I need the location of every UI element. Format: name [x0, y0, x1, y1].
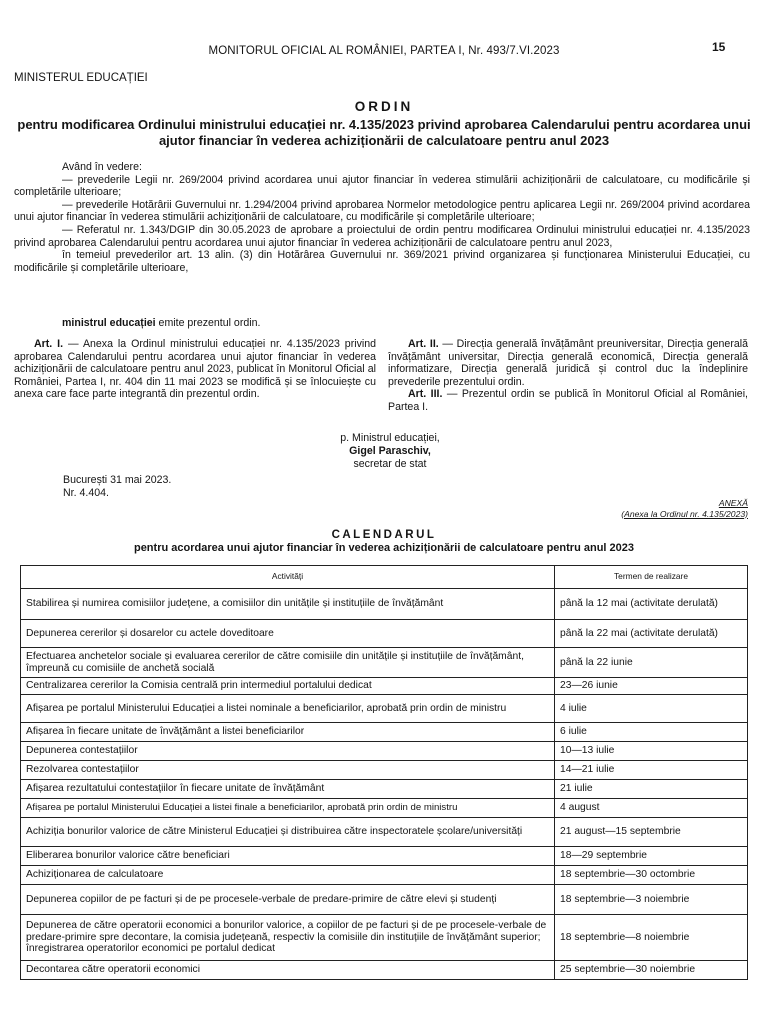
signature-block [290, 432, 490, 470]
activity-cell: Depunerea cererilor și dosarelor cu actele doveditoare [21, 620, 555, 648]
activity-cell: Achiziționarea de calculatoare [21, 866, 555, 885]
deadline-cell: 18 septembrie—8 noiembrie [555, 915, 748, 961]
deadline-cell: 14—21 iulie [555, 761, 748, 780]
activity-cell: Afișarea rezultatului contestațiilor în fiecare unitate de învățământ [21, 780, 555, 799]
deadline-cell: 21 iulie [555, 780, 748, 799]
table-row [21, 847, 748, 866]
table-row [21, 695, 748, 723]
art2-label: Art. II. [408, 338, 439, 350]
column-header-deadline: Termen de realizare [555, 566, 748, 589]
order-number: Nr. 4.404. [63, 486, 109, 499]
table-row [21, 915, 748, 961]
table-row [21, 723, 748, 742]
art1-label: Art. I. [34, 338, 64, 350]
table-row [21, 589, 748, 620]
table-row [21, 742, 748, 761]
art3-label: Art. III. [408, 388, 443, 401]
annex-reference: (Anexa la Ordinul nr. 4.135/2023) [621, 508, 748, 519]
art1-text: — Anexa la Ordinul ministrului educației nr. 4.135/2023 privind aprobarea Calendarului pentru acordarea unui ajutor financiar în vederea achiziționării de calculatoare pentru anul 2023, publicat în Monitorul Oficial al României, Partea I, nr. 404 din 11 mai 2023 se modifică și se înlocuiește cu anexa care face parte integrantă din prezentul ordin. [14, 338, 377, 401]
place-date: București 31 mai 2023. [63, 474, 172, 486]
deadline-cell: până la 22 iunie [555, 648, 748, 678]
activity-cell: Achiziția bonurilor valorice de către Ministerul Educației și distribuirea către inspectoratele școlare/universități [21, 818, 555, 847]
deadline-cell: 25 septembrie—30 noiembrie [555, 961, 748, 980]
order-title: pentru modificarea Ordinului ministrului educației nr. 4.135/2023 privind aprobarea Calendarului pentru acordarea unui ajutor financiar în vederea achiziționării de calculatoare pentru anul 2023 [17, 117, 751, 148]
calendar-table [20, 565, 748, 980]
preamble-item: — Referatul nr. 1.343/DGIP din 30.05.2023 de aprobare a proiectului de ordin pentru modificarea Ordinului ministrului educației nr. 4.135/2023 privind aprobarea Calendarului pentru acordarea unui ajutor financiar în vederea achiziționării de calculatoare pentru anul 2023, [14, 223, 750, 249]
order-heading: ORDIN [354, 99, 414, 114]
dating-block [63, 474, 171, 500]
table-row [21, 866, 748, 885]
preamble-item: — prevederile Legii nr. 269/2004 privind acordarea unui ajutor financiar în vederea stimulării achiziționării de calculatoare, cu modificările și completările ulterioare; [14, 173, 750, 199]
activity-cell: Efectuarea anchetelor sociale și evaluarea cererilor de către comisiile din unitățile și instituțiile de învățământ, împreună cu comisiile de anchetă socială [21, 648, 555, 678]
deadline-cell: 18—29 septembrie [555, 847, 748, 866]
activity-cell: Afișarea în fiecare unitate de învățământ a listei beneficiarilor [21, 723, 555, 742]
column-header-activities: Activități [21, 566, 555, 589]
preamble-item: în temeiul prevederilor art. 13 alin. (3) din Hotărârea Guvernului nr. 369/2021 privind organizarea și funcționarea Ministerului Educației, cu modificările și completările ulterioare, [14, 249, 750, 274]
running-header: MONITORUL OFICIAL AL ROMÂNIEI, PARTEA I, Nr. 493/7.VI.2023 [208, 45, 560, 57]
article-column-right [388, 338, 748, 414]
calendar-title: pentru acordarea unui ajutor financiar în vederea achiziționării de calculatoare pentru anul 2023 [133, 542, 635, 554]
table-row [21, 648, 748, 678]
activity-cell: Afișarea pe portalul Ministerului Educației a listei finale a beneficiarilor, aprobată prin ordin de ministru [21, 799, 555, 818]
activity-cell: Depunerea de către operatorii economici a bonurilor valorice, a copiilor de pe facturi și de pe procesele-verbale de predare-primire spre decontare, la comisia județeană, respectiv la comisiile din instituțiile de învățământ superior; înregistrarea operatorilor economici pe portalul dedicat [21, 915, 555, 961]
art2-text: — Direcția generală învățământ preuniversitar, Direcția generală învățământ universitar, Direcția generală economică, Direcția generală informatizare, Direcția generală juridică și control duc la îndeplinire prevederile prezentului ordin. [388, 338, 748, 388]
deadline-cell: 4 iulie [555, 695, 748, 723]
article-column-left [14, 338, 376, 401]
activity-cell: Centralizarea cererilor la Comisia centrală prin intermediul portalului dedicat [21, 678, 555, 695]
deadline-cell: 21 august—15 septembrie [555, 818, 748, 847]
deadline-cell: până la 22 mai (activitate derulată) [555, 620, 748, 648]
annex-label-block [540, 498, 748, 519]
activity-cell: Depunerea copiilor de pe facturi și de pe procesele-verbale de predare-primire de către elevi și studenți [21, 885, 555, 915]
table-row [21, 885, 748, 915]
issuing-formula [14, 317, 750, 330]
preamble-intro: Având în vedere: [62, 161, 142, 173]
preamble-item: — prevederile Hotărârii Guvernului nr. 1.294/2004 privind aprobarea Normelor metodologice pentru aplicarea Legii nr. 269/2004 privind acordarea unui ajutor financiar în vederea stimulării achiziționării de calculatoare, cu modificările și completările ulterioare; [14, 198, 750, 224]
calendar-heading: CALENDARUL [331, 529, 437, 541]
deadline-cell: 23—26 iunie [555, 678, 748, 695]
table-header-row [21, 566, 748, 589]
issuer-rest: emite prezentul ordin. [155, 317, 261, 329]
activity-cell: Stabilirea și numirea comisiilor județene, a comisiilor din unitățile și instituțiile de învățământ [21, 589, 555, 620]
table-row [21, 818, 748, 847]
deadline-cell: 10—13 iulie [555, 742, 748, 761]
deadline-cell: până la 12 mai (activitate derulată) [555, 589, 748, 620]
activity-cell: Decontarea către operatorii economici [21, 961, 555, 980]
activity-cell: Rezolvarea contestațiilor [21, 761, 555, 780]
activity-cell: Eliberarea bonurilor valorice către beneficiari [21, 847, 555, 866]
table-row [21, 780, 748, 799]
activity-cell: Depunerea contestațiilor [21, 742, 555, 761]
signatory-name: Gigel Paraschiv, [349, 444, 431, 457]
signature-line: p. Ministrul educației, [340, 432, 440, 444]
deadline-cell: 18 septembrie—3 noiembrie [555, 885, 748, 915]
deadline-cell: 4 august [555, 799, 748, 818]
deadline-cell: 18 septembrie—30 octombrie [555, 866, 748, 885]
table-row [21, 961, 748, 980]
page-number: 15 [712, 40, 726, 54]
issuer-ministry: MINISTERUL EDUCAȚIEI [14, 72, 148, 84]
activity-cell: Afișarea pe portalul Ministerului Educației a listei nominale a beneficiarilor, aprobată prin ordin de ministru [21, 695, 555, 723]
table-row [21, 620, 748, 648]
preamble [14, 161, 750, 274]
signatory-role: secretar de stat [353, 457, 427, 470]
table-row [21, 678, 748, 695]
table-row [21, 799, 748, 818]
deadline-cell: 6 iulie [555, 723, 748, 742]
annex-label: ANEXĂ [718, 498, 748, 508]
art3-text: — Prezentul ordin se publică în Monitorul Oficial al României, Partea I. [388, 388, 748, 413]
table-row [21, 761, 748, 780]
issuer-bold: ministrul educației [62, 317, 156, 329]
